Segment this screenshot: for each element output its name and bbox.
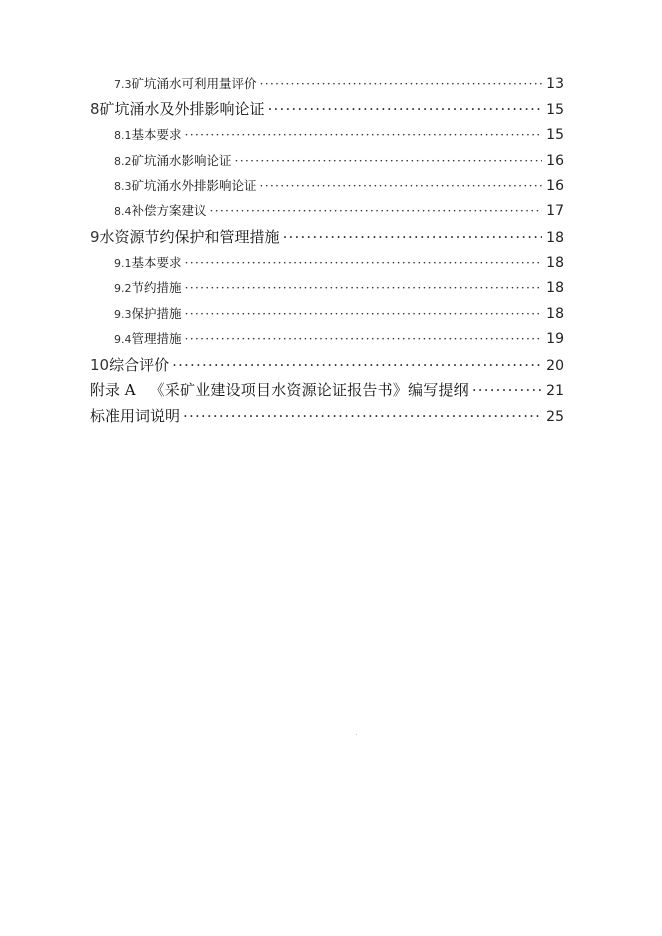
dot-leader [185,280,543,295]
toc-entry-page: 15 [546,102,564,118]
toc-entry-title: 矿坑涌水及外排影响论证 [99,100,265,118]
toc-entry[interactable] [114,151,564,169]
dot-leader [183,407,542,425]
dot-leader [185,331,543,346]
toc-entry-title: 基本要求 [131,255,182,270]
toc-entry-number: 8.4 [114,205,132,218]
toc-entry-number: 10 [90,356,110,374]
toc-entry-title: 标准用词说明 [90,407,181,425]
toc-entry-number: 9.3 [114,308,132,321]
toc-entry-page: 18 [546,230,564,246]
toc-entry[interactable] [90,226,564,247]
toc-entry-title: 补偿方案建议 [131,203,207,218]
toc-entry-page: 25 [546,409,564,425]
toc-entry-number: 8.3 [114,180,132,193]
toc-entry-title: 水资源节约保护和管理措施 [99,228,280,246]
toc-entry[interactable] [90,98,564,119]
toc-entry-title: 矿坑涌水可利用量评价 [131,76,257,91]
toc-entry-page: 15 [546,127,564,143]
toc-entry-title: 矿坑涌水影响论证 [131,153,232,168]
toc-entry-page: 18 [546,280,564,296]
toc-entry[interactable] [90,379,564,400]
toc-entry-title: 矿坑涌水外排影响论证 [131,178,257,193]
dot-leader [185,306,543,321]
toc-entry-number: 7.3 [114,78,132,91]
toc-entry-title: 《采矿业建设项目水资源论证报告书》编写提纲 [149,381,469,399]
dot-leader [235,153,543,168]
toc-entry-page: 20 [546,358,564,374]
toc-entry-title: 节约措施 [131,280,182,295]
toc-entry-number: 8 [90,100,100,118]
toc-entry-title: 保护措施 [131,306,182,321]
toc-entry-number: 9.1 [114,257,132,270]
toc-entry[interactable] [114,125,564,143]
dot-leader [172,356,542,374]
toc-entry[interactable] [114,304,564,322]
toc-entry-number: 9.4 [114,333,132,346]
toc-entry-page: 16 [546,153,564,169]
toc-entry-page: 17 [546,203,564,219]
toc-entry[interactable] [114,176,564,194]
toc-entry-title: 基本要求 [131,127,182,142]
toc-entry[interactable] [114,329,564,347]
dot-leader [283,228,543,246]
toc-entry-page: 16 [546,178,564,194]
dot-leader [185,127,543,142]
toc-entry[interactable] [90,405,564,426]
toc-entry[interactable] [90,354,564,375]
toc-entry-number: 附录 A [90,381,136,399]
toc-entry-page: 21 [546,383,564,399]
dot-leader [210,203,543,218]
dot-leader [260,76,543,91]
toc-entry-number: 8.2 [114,155,132,168]
toc-entry-page: 18 [546,255,564,271]
toc-entry[interactable] [114,278,564,296]
toc-entry-page: 13 [546,76,564,92]
dot-leader [472,381,542,399]
toc-entry[interactable] [114,253,564,271]
toc-entry-title: 管理措施 [131,331,182,346]
toc-entry-page: 18 [546,306,564,322]
toc-entry-number: 9.2 [114,282,132,295]
toc-entry-number: 9 [90,228,100,246]
toc-entry-page: 19 [546,331,564,347]
toc-entry[interactable] [114,74,564,92]
toc-entry-number: 8.1 [114,129,132,142]
toc-entry[interactable] [114,201,564,219]
dot-leader [268,100,543,118]
scan-speck [356,734,357,735]
dot-leader [260,178,543,193]
toc-entry-title: 综合评价 [109,356,170,374]
dot-leader [185,255,543,270]
